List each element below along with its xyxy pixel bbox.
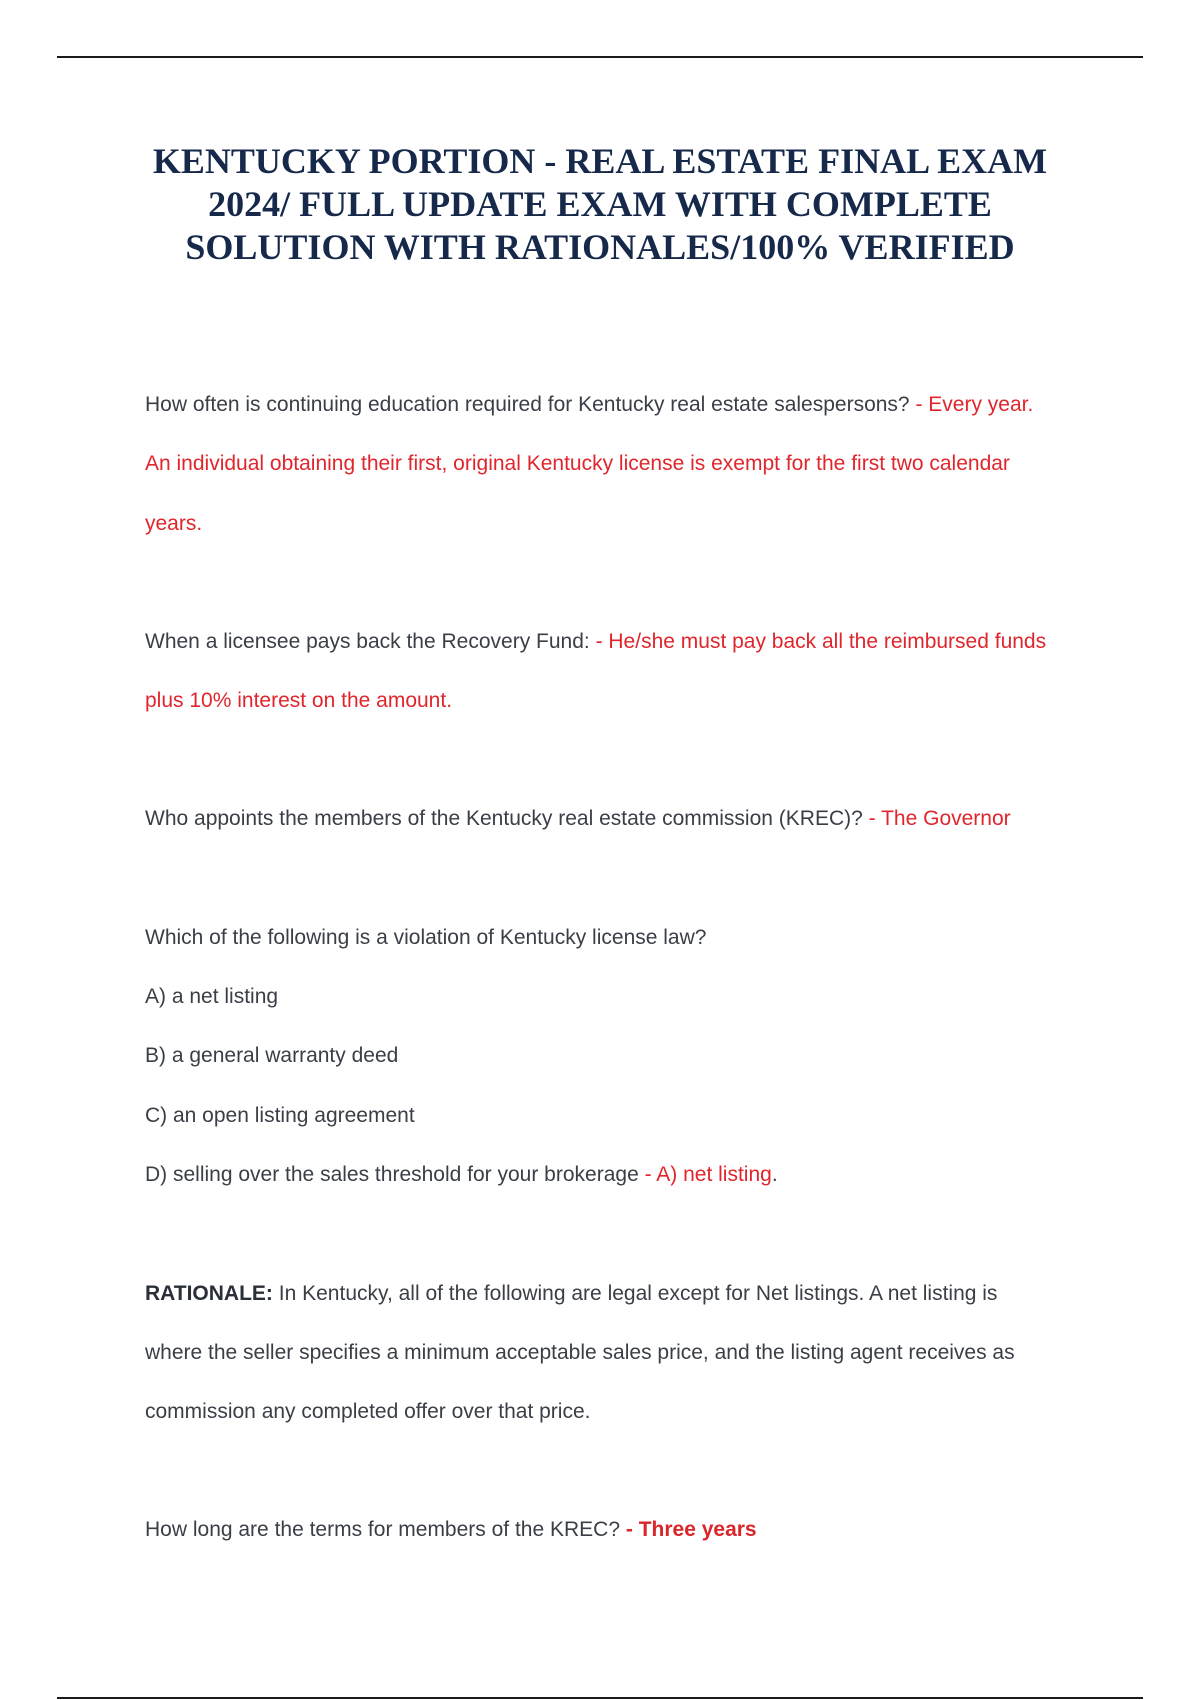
top-rule [57,56,1143,58]
q2-answer-part-1: - He/she must pay back all the reimbursed funds [589,630,1047,653]
document-title [100,140,1100,269]
q3-line [145,806,1085,831]
q1-answer-part-2: An individual obtaining their first, original Kentucky license is exempt for the first two calendar [145,452,1010,475]
q2-line-1 [145,629,1085,654]
rationale-text-3: commission any completed offer over that price. [145,1400,591,1423]
rationale-text-2: where the seller specifies a minimum acceptable sales price, and the listing agent receives as [145,1341,1015,1364]
q1-question: How often is continuing education required for Kentucky real estate salespersons? [145,393,910,416]
title-line-1: KENTUCKY PORTION - REAL ESTATE FINAL EXAM [152,141,1048,181]
q4-option-a: A) a net listing [145,985,279,1008]
q4-answer-end: . [771,1163,778,1186]
q4-answer: - A) net listing [638,1163,772,1186]
q1-answer-part-3: years. [145,512,203,535]
q5-answer: - Three years [620,1518,757,1541]
q4-question: Which of the following is a violation of Kentucky license law? [145,926,707,949]
q4-option-b: B) a general warranty deed [145,1044,399,1067]
q4-option-d: D) selling over the sales threshold for your brokerage [145,1163,639,1186]
title-line-2: 2024/ FULL UPDATE EXAM WITH COMPLETE [208,184,992,224]
title-line-3: SOLUTION WITH RATIONALES/100% VERIFIED [185,227,1015,267]
bottom-rule [57,1697,1143,1699]
rationale-line-1 [145,1281,1085,1306]
q3-answer: - The Governor [862,807,1011,830]
q3-question: Who appoints the members of the Kentucky real estate commission (KREC)? [145,807,863,830]
rationale-text-1: In Kentucky, all of the following are legal except for Net listings. A net listing is [272,1282,998,1305]
rationale-label: RATIONALE: [145,1282,273,1305]
q4-option-c: C) an open listing agreement [145,1104,415,1127]
q5-line [145,1517,1085,1542]
q1-answer-part-1: - Every year. [909,393,1034,416]
q2-answer-part-2: plus 10% interest on the amount. [145,689,453,712]
q1-line-1 [145,392,1085,417]
q2-question: When a licensee pays back the Recovery Fund: [145,630,590,653]
q4-option-d-line [145,1162,1085,1187]
q5-question: How long are the terms for members of the KREC? [145,1518,621,1541]
